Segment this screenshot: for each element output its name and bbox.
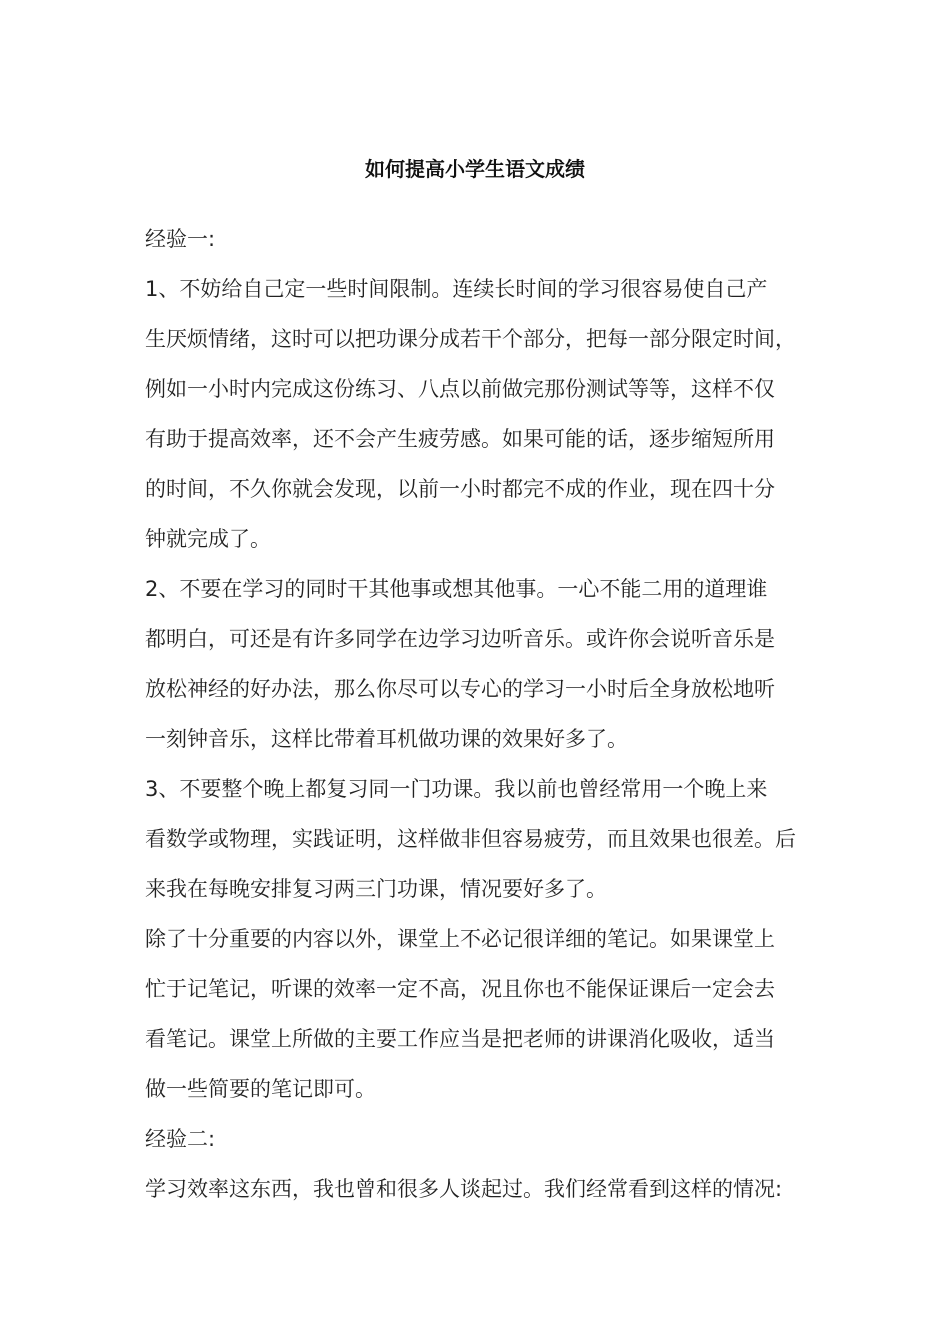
text-line: 的时间，不久你就会发现，以前一小时都完不成的作业，现在四十分 [145, 477, 775, 501]
text-line: 忙于记笔记，听课的效率一定不高，况且你也不能保证课后一定会去 [145, 977, 775, 1001]
text-line: 放松神经的好办法，那么你尽可以专心的学习一小时后全身放松地听 [145, 677, 775, 701]
text-line: 学习效率这东西，我也曾和很多人谈起过。我们经常看到这样的情况: [145, 1177, 783, 1201]
text-line: 2、不要在学习的同时干其他事或想其他事。一心不能二用的道理谁 [145, 577, 768, 601]
text-line: 3、不要整个晚上都复习同一门功课。我以前也曾经常用一个晚上来 [145, 777, 768, 801]
text-line: 除了十分重要的内容以外，课堂上不必记很详细的笔记。如果课堂上 [145, 927, 775, 951]
document-body [145, 214, 819, 1214]
text-line: 来我在每晚安排复习两三门功课，情况要好多了。 [145, 877, 607, 901]
text-line: 钟就完成了。 [145, 527, 271, 551]
text-line: 例如一小时内完成这份练习、八点以前做完那份测试等等，这样不仅 [145, 377, 775, 401]
text-line: 看数学或物理，实践证明，这样做非但容易疲劳，而且效果也很差。后 [145, 827, 796, 851]
section-heading-2: 经验二: [145, 1127, 216, 1151]
text-line: 生厌烦情绪，这时可以把功课分成若干个部分，把每一部分限定时间， [145, 327, 796, 351]
text-line: 1、不妨给自己定一些时间限制。连续长时间的学习很容易使自己产 [145, 277, 768, 301]
text-line: 做一些简要的笔记即可。 [145, 1077, 376, 1101]
text-line: 看笔记。课堂上所做的主要工作应当是把老师的讲课消化吸收，适当 [145, 1027, 775, 1051]
text-line: 有助于提高效率，还不会产生疲劳感。如果可能的话，逐步缩短所用 [145, 427, 775, 451]
section-heading-1: 经验一: [145, 227, 216, 251]
text-line: 都明白，可还是有许多同学在边学习边听音乐。或许你会说听音乐是 [145, 627, 775, 651]
document-title: 如何提高小学生语文成绩 [365, 157, 585, 181]
text-line: 一刻钟音乐，这样比带着耳机做功课的效果好多了。 [145, 727, 628, 751]
